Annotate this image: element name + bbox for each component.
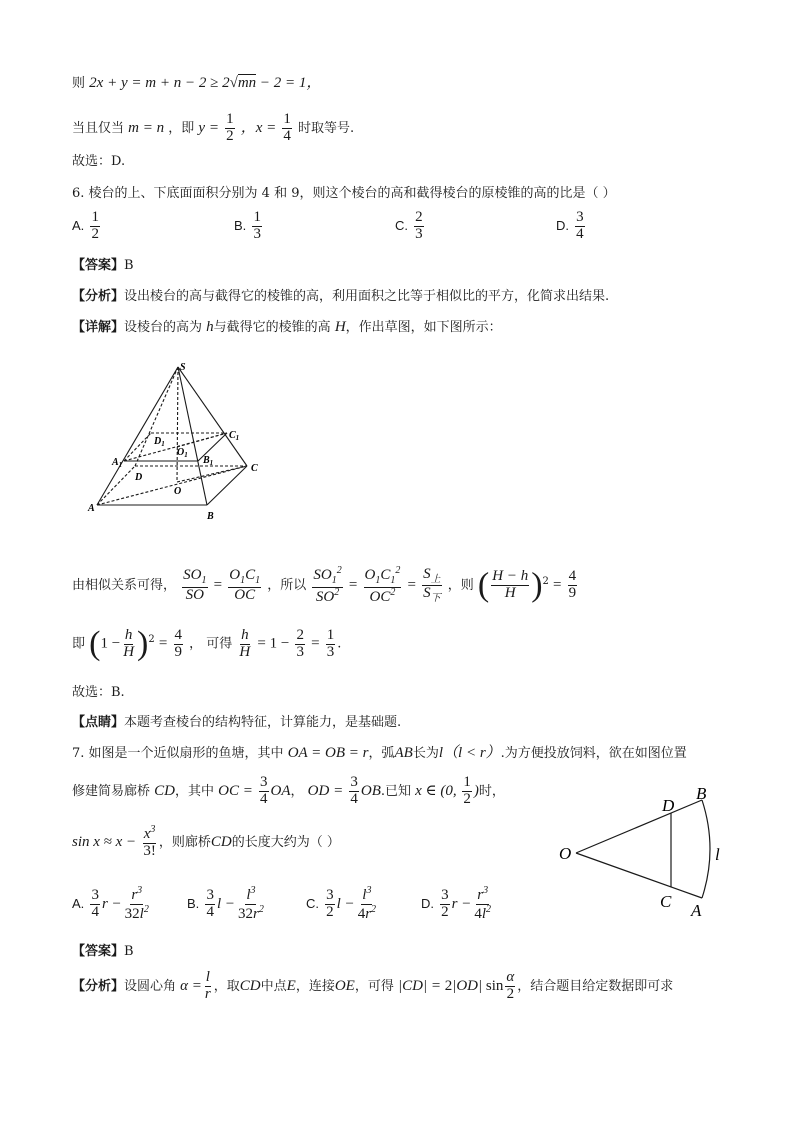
text: ，可得 <box>354 978 394 994</box>
option-label: A. <box>72 217 85 233</box>
equality-condition <box>72 112 354 145</box>
question-7-option-b: B. $\frac{3}{4}$ l − $\frac{l^3}{32r^2}$ <box>187 885 264 922</box>
question-7-line1 <box>72 746 687 761</box>
label-A1: $A_1$ <box>112 457 123 469</box>
text: ，作出草图，如下图所示： <box>345 320 502 335</box>
text: 的长度大约为（ ） <box>231 834 340 850</box>
answer-value: B <box>124 258 134 273</box>
question-7-option-c: C. $\frac{3}{2}$ l − $\frac{l^3}{4r^2}$ <box>306 885 377 922</box>
math: CD <box>154 782 175 799</box>
text: ，即 <box>168 120 195 136</box>
label-B1: $B_1$ <box>203 455 214 467</box>
question-6-option-a: A. $\frac{1}{2}$ <box>72 209 99 242</box>
math: CD <box>239 977 261 994</box>
label-C1: $C_1$ <box>229 430 240 442</box>
text: ，连接 <box>295 978 335 994</box>
math: OA <box>270 782 291 799</box>
detail-tag: 【详解】 <box>72 320 125 335</box>
label-C: C <box>660 892 672 911</box>
math: OA = OB = r <box>287 745 369 761</box>
analysis-tag: 【分析】 <box>72 289 125 304</box>
math: sin x ≈ x − <box>72 833 137 850</box>
math: H <box>334 319 346 335</box>
math: OB <box>360 782 381 799</box>
ratio-result: 即 (1 − $\frac{h}{H}$ )$^2$ = $\frac{4}{9}$ ， 可得 $\frac{h}{H}$ = 1 − $\frac{2}{3}$ = $\frac{1}{3}$ . <box>72 625 342 662</box>
sector-figure <box>556 785 736 925</box>
answer-7 <box>72 945 134 958</box>
derivation-line <box>72 76 321 91</box>
choice-6: 故选：B. <box>72 685 125 700</box>
math: m = n <box>128 119 165 136</box>
math: OE <box>334 977 355 994</box>
math: x ∈ (0, <box>415 782 461 799</box>
text: ， 可得 <box>189 636 233 652</box>
question-7-option-d: D. $\frac{3}{2}$ r − $\frac{r^3}{4l^2}$ <box>421 885 492 922</box>
question-6-option-b: B. $\frac{1}{3}$ <box>234 209 261 242</box>
text: ，则 <box>447 578 474 594</box>
label-A: A <box>88 503 95 514</box>
label-l: l <box>715 845 720 864</box>
math: y = <box>198 119 219 136</box>
label-O: O <box>559 844 572 863</box>
option-label: C. <box>395 217 408 233</box>
math: OD = <box>307 782 344 799</box>
text: 设棱台的高为 <box>124 320 203 335</box>
text: 7. 如图是一个近似扇形的鱼塘，其中 <box>72 746 284 761</box>
similarity-relation: 由相似关系可得， $\frac{SO_1}{SO}$ = $\frac{O_1C_1}{OC}$ ，所以 $\frac{SO_1^2}{SO^2}$ = $\frac{O_1C_1^2}{OC^2}$ = $\frac{S_上}{S_下}$ ，则 ( $\frac{H - h}{H}$ )$^2$ = $\frac{4}{9}$ <box>72 565 577 605</box>
math: h <box>206 319 214 335</box>
math: E <box>286 977 296 994</box>
fraction: $\frac{1}{2}$ <box>226 111 234 144</box>
text: 时取等号. <box>298 120 355 136</box>
label-S: S <box>180 362 186 373</box>
frustum-figure <box>80 360 280 530</box>
question-7-option-a: A. $\frac{3}{4}$ r − $\frac{r^3}{32l^2}$ <box>72 885 149 922</box>
math: OC = <box>218 782 253 799</box>
comment-tag: 【点睛】 <box>72 715 125 730</box>
text: .为方便投放饲料，欲在如图位置 <box>500 746 687 761</box>
choice-line: 故选：D. <box>72 154 126 169</box>
question-7-line2: 修建简易廊桥 CD，其中 OC = $\frac{3}{4}$ OA， OD = $\frac{3}{4}$ OB.已知 x ∈ (0, $\frac{1}{2}$ )时， <box>72 774 505 807</box>
text: 设圆心角 <box>124 978 177 994</box>
label-A: A <box>691 901 702 920</box>
text: 中点 <box>260 978 287 994</box>
answer-tag: 【答案】 <box>72 944 125 959</box>
fraction: $\frac{1}{4}$ <box>283 111 291 144</box>
label-D: D <box>662 796 675 815</box>
detail-6 <box>72 320 502 335</box>
answer-tag: 【答案】 <box>72 258 125 273</box>
math: CD <box>210 833 232 850</box>
label-D1: $D_1$ <box>154 436 165 448</box>
text: .已知 <box>380 783 411 799</box>
text: ，结合题目给定数据即可求 <box>517 978 674 994</box>
question-7-line3: sin x ≈ x − $\frac{x^3}{3!}$ ，则廊桥CD的长度大约为（ ） <box>72 824 340 859</box>
math: l（l < r） <box>438 745 501 761</box>
math: ) <box>473 782 479 799</box>
text: . <box>337 636 342 652</box>
option-label: D. <box>421 895 434 911</box>
text: ， <box>290 783 304 799</box>
text: ，其中 <box>175 783 215 799</box>
inequality: 2x + y = m + n − 2 ≥ 2√mn − 2 = 1， <box>89 75 322 91</box>
label-B: B <box>696 785 707 803</box>
text: 时， <box>478 783 505 799</box>
text: ，则廊桥 <box>158 834 211 850</box>
question-6-option-c: C. $\frac{2}{3}$ <box>395 209 423 242</box>
math: AB <box>394 745 413 761</box>
label-B: B <box>207 511 214 522</box>
text: 即 <box>72 636 86 652</box>
text: ，弧 <box>368 746 395 761</box>
analysis-6 <box>72 290 609 303</box>
question-6-stem: 6. 棱台的上、下底面面积分别为 4 和 9，则这个棱台的高和截得棱台的原棱锥的高的比是（ ） <box>72 186 616 201</box>
option-label: C. <box>306 895 319 911</box>
text: 由相似关系可得， <box>72 578 177 594</box>
label-D: D <box>135 472 143 483</box>
comment-6 <box>72 716 401 729</box>
answer-value: B <box>124 944 134 959</box>
text: 则 <box>72 76 86 91</box>
question-6-option-d: D. $\frac{3}{4}$ <box>556 209 584 242</box>
option-label: B. <box>187 895 200 911</box>
math: ，x = <box>240 119 277 136</box>
label-O1: $O_1$ <box>177 447 188 459</box>
answer-6 <box>72 259 134 272</box>
analysis-text: 设出棱台的高与截得它的棱锥的高，利用面积之比等于相似比的平方，化简求出结果. <box>124 289 610 304</box>
text: 当且仅当 <box>72 120 125 136</box>
analysis-tag: 【分析】 <box>72 978 125 994</box>
text: ，取 <box>213 978 240 994</box>
text: 修建简易廊桥 <box>72 783 151 799</box>
text: ，所以 <box>267 578 307 594</box>
text: 长为 <box>412 746 439 761</box>
option-label: B. <box>234 217 247 233</box>
label-O: O <box>174 486 182 497</box>
text: 与截得它的棱锥的高 <box>213 320 331 335</box>
analysis-7: 【分析】设圆心角 α = $\frac{l}{r}$ ，取CD中点E，连接OE，可得 |CD| = 2|OD| sin $\frac{\alpha}{2}$ ，结合题目给定数据即可求 <box>72 969 674 1002</box>
comment-text: 本题考查棱台的结构特征，计算能力，是基础题. <box>124 715 402 730</box>
label-C: C <box>251 463 258 474</box>
option-label: A. <box>72 895 85 911</box>
option-label: D. <box>556 217 569 233</box>
